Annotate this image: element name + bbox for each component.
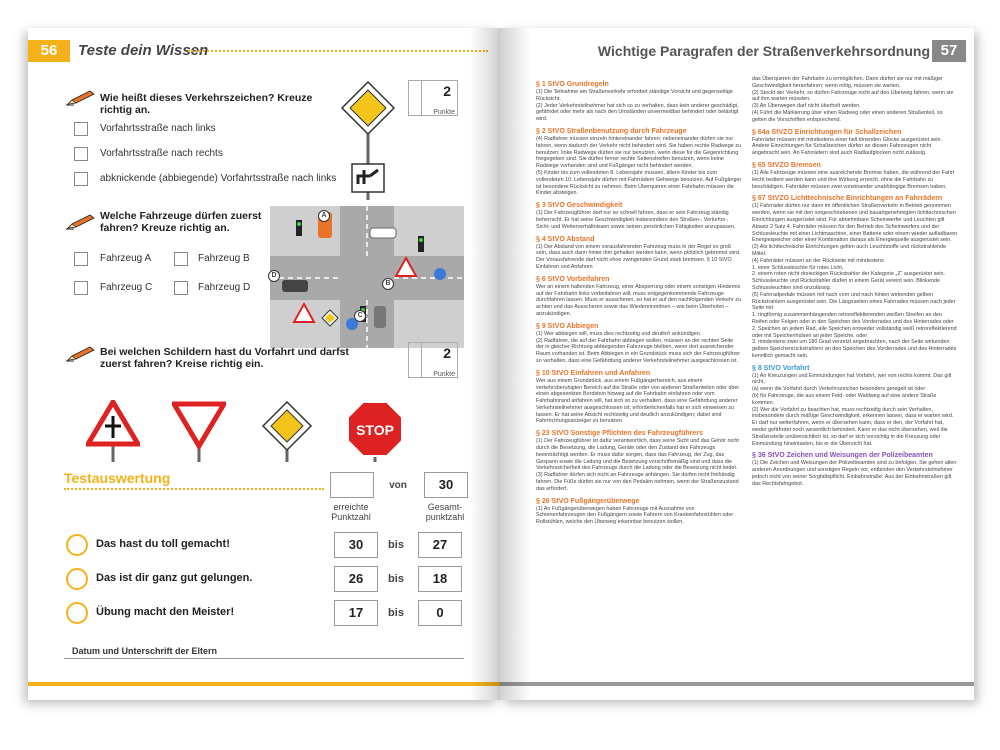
range-to-1: 27 xyxy=(418,532,462,558)
section-heading: § 36 StVO Zeichen und Weisungen der Polizeibeamten xyxy=(752,452,933,460)
section-paragraph: (2) Jeder Verkehrsteilnehmer hat sich so zu verhalten, dass kein anderer geschädigt, gefährdet oder mehr als nach den Umständen unvermeidbar behindert oder belästigt wird. xyxy=(536,102,739,123)
section-paragraph: (3) An Überwegen darf nicht überholt werden. xyxy=(752,103,861,110)
range-to-2: 18 xyxy=(418,566,462,592)
bis-label-1: bis xyxy=(388,539,404,551)
section-paragraph: (a) wenn die Vorfahrt durch Verkehrszeichen besonders geregelt ist oder xyxy=(752,386,926,393)
section-paragraph: (b) für Fahrzeuge, die aus einem Feld- oder Waldweg auf eine andere Straße kommen. xyxy=(752,393,937,406)
section-heading: § 26 StVO Fußgängerüberwege xyxy=(536,497,640,505)
section-heading: § 2 StVO Straßenbenutzung durch Fahrzeuge xyxy=(536,127,687,135)
section-heading: § 3 StVO Geschwindigkeit xyxy=(536,202,623,210)
section-heading: § 4 StVO Abstand xyxy=(536,235,595,243)
option-q1-2: Vorfahrtsstraße nach rechts xyxy=(100,148,223,159)
section-paragraph: Fahrräder müssen mit mindestens einer hell tönenden Glocke ausgerüstet sein. Andere Einrichtungen für Schallzeichen dürfen an diesen Fahrzeugen nicht angebracht sein. An Fahrrädern sind auch Radlaufglocken nicht zulässig. xyxy=(752,136,942,157)
section-heading: § 10 StVO Einfahren und Anfahren xyxy=(536,369,651,377)
priority-road-sign-icon[interactable] xyxy=(260,400,314,462)
points-value: 2 xyxy=(443,345,451,361)
page-number-right: 57 xyxy=(932,40,966,62)
section-paragraph: (2) Radfahrer, die auf der Fahrbahn abbiegen wollen, müssen an der rechten Seite der in gleicher Richtung abbiegenden Fahrzeuge bleiben, wenn dort ausreichender Raum vorhanden ist. Beim Abbiegen in ein Grundstück muss sich der Fahrzeugführer so verhalten, dass eine Gefährdung anderer Verkehrsteilnehmer ausgeschlossen ist. xyxy=(536,337,741,364)
checkbox-q2-d[interactable] xyxy=(174,281,188,295)
section-heading: § 6 StVO Vorbeifahren xyxy=(536,275,610,283)
points-label: Punkte xyxy=(433,371,455,378)
section-paragraph: Wer aus einem Grundstück, aus einem Fußgängerbereich, aus einem verkehrsberuhigten Bereich auf die Straße oder von anderen Straßenteilen oder über einen abgesenkten Bordstein hinweg auf die Fahrbahn einfahren oder vom Fahrbahnrand anfahren will, hat sich so zu verhalten, dass eine Gefährdung anderer Verkehrsteilnehmer ausgeschlossen ist; erforderlichenfalls hat er sich einweisen zu lassen. Er hat seine Absicht rechtzeitig und deutlich anzukündigen; dabei sind Fahrtrichtungsanzeiger zu benutzen. xyxy=(536,377,740,425)
section-heading: § 23 StVO Sonstige Pflichten des Fahrzeugführers xyxy=(536,430,703,438)
checkbox-q2-c[interactable] xyxy=(74,281,88,295)
points-label: Punkte xyxy=(433,109,455,116)
title-dotted-rule xyxy=(188,50,488,52)
section-paragraph: 2. Speichen an jedem Rad, alle Speichen entweder vollständig weiß retroreflektierend oder mit Speichenhülsen an jeder Speiche, oder xyxy=(752,325,957,339)
pencil-icon xyxy=(66,214,96,230)
question-1-text: Wie heißt dieses Verkehrszeichen? Kreuze richtig an. xyxy=(100,92,313,116)
points-value: 2 xyxy=(443,83,451,99)
bis-label-2: bis xyxy=(388,573,404,585)
yield-sign-icon[interactable] xyxy=(172,400,226,462)
checkbox-q1-opt1[interactable] xyxy=(74,122,88,136)
section-paragraph: (1) Die Zeichen und Weisungen der Polizeibeamten sind zu befolgen. Sie gehen allen anderen Anordnungen und sonstigen Regeln vor, entbinden den Verkehrsteilnehmer jedoch nicht von seiner Sorgfaltspflicht. Einbahnstraße: Aus der Einbahnstraßen gilt das Rechtsfahrgebot. xyxy=(752,460,957,487)
checkbox-q2-b[interactable] xyxy=(174,252,188,266)
section-heading: § 1 StVO Grundregeln xyxy=(536,81,609,88)
vehicle-tag-b: B xyxy=(382,278,394,290)
range-from-1: 30 xyxy=(334,532,378,558)
signature-label: Datum und Unterschrift der Eltern xyxy=(72,646,218,656)
result-circle-1[interactable] xyxy=(66,534,88,556)
option-q1-1: Vorfahrtsstraße nach links xyxy=(100,123,216,134)
result-text-2: Das ist dir ganz gut gelungen. xyxy=(96,572,253,584)
vehicle-tag-c: C xyxy=(354,310,366,322)
left-page xyxy=(28,28,500,700)
vehicle-tag-d: D xyxy=(268,270,280,282)
section-heading: § 8 StVO Vorfahrt xyxy=(752,364,810,372)
section-paragraph: (4) Fahrräder müssen an der Rückseite mit mindestens xyxy=(752,257,884,264)
option-q2-d: Fahrzeug D xyxy=(198,282,251,293)
left-page-header xyxy=(28,40,500,62)
footer-bar-left xyxy=(28,682,500,686)
evaluation-title: Testauswertung xyxy=(64,470,171,486)
question-3-text: Bei welchen Schildern hast du Vorfahrt und darfst zuerst fahren? Kreise richtig ein. xyxy=(100,346,349,370)
vehicle-tag-a: A xyxy=(318,210,330,222)
section-paragraph: 1. ringförmig zusammenhängenden retroreflektierenden weißen Streifen an den Reifen oder Felgen oder in den Speichen des Vorderrades und des Hinterrades oder xyxy=(752,312,954,325)
result-text-1: Das hast du toll gemacht! xyxy=(96,538,230,550)
reached-score-box[interactable] xyxy=(330,472,374,498)
left-page-title: Teste dein Wissen xyxy=(78,42,209,59)
right-page xyxy=(500,28,974,700)
result-circle-2[interactable] xyxy=(66,568,88,590)
range-to-3: 0 xyxy=(418,600,462,626)
checkbox-q2-a[interactable] xyxy=(74,252,88,266)
section-paragraph: (2) Stockt der Verkehr, so dürfen Fahrzeuge nicht auf den Überweg fahren, wenn sie auf ihm warten müssten. xyxy=(752,89,954,103)
law-column-2 xyxy=(752,76,958,488)
section-paragraph: (1) Wer abbiegen will, muss dies rechtzeitig und deutlich ankündigen. xyxy=(536,330,702,337)
section-heading: § 65 StVZO Bremsen xyxy=(752,161,821,169)
evaluation-dotted-rule xyxy=(64,488,324,490)
result-text-3: Übung macht den Meister! xyxy=(96,606,235,618)
total-score-label: Gesamt-punktzahl xyxy=(425,502,465,522)
section-paragraph: (1) Fahrräder dürfen nur dann im öffentlichen Straßenverkehr in Betrieb genommen werden, wenn sie mit den vorgeschriebenen und bauartgenehmigten lichttechnischen Einrichtungen ausgerüstet sind. Für abnehmbare Scheinwerfer und Leuchten gilt Absatz 2 Satz 4. Fahrräder müssen für den Betrieb des Scheinwerfers und der Schlussleuchte mit einer Lichtmaschine, einer Batterie oder einem wieder aufladbaren Energiespeicher oder einer Kombination daraus als Energiequelle ausgerüstet sein. xyxy=(752,203,958,244)
signature-line[interactable] xyxy=(64,658,464,659)
reached-score-label: erreichte Punktzahl xyxy=(331,502,371,522)
right-of-way-warning-sign-icon[interactable] xyxy=(86,400,140,462)
result-circle-3[interactable] xyxy=(66,602,88,624)
section-paragraph: (1) Der Abstand von einem vorausfahrenden Fahrzeug muss in der Regel so groß sein, dass auch dann hinter ihm gehalten werden kann, wenn plötzlich gebremst wird. Der Vorausfahrende darf nicht ohne zwingenden Grund stark bremsen. § 10 StVO Einfahren und Anfahren xyxy=(536,243,741,270)
section-paragraph: (1) Der Fahrzeugführer darf nur so schnell fahren, dass er sein Fahrzeug ständig beherrscht. Er hat seine Geschwindigkeit insbesondere den Straßen-, Verkehrs-, Sicht- und Wetterverhältnissen sowie seinen persönlichen Fähigkeiten anzupassen. xyxy=(536,210,736,230)
option-q2-c: Fahrzeug C xyxy=(100,282,153,293)
intersection-illustration xyxy=(270,206,464,348)
right-page-title: Wichtige Paragrafen der Straßenverkehrsordnung xyxy=(597,43,930,59)
section-paragraph: Wer an einem haltenden Fahrzeug, einer Absperrung oder einem sonstigen Hindernis auf der Fahrbahn links vorbeifahren will, muss entgegenkommende Fahrzeuge durchfahren lassen. Muss er ausscheren, so hat er auf den nachfolgenden Verkehr zu achten und das Ausscheren sowie das Wiedereinordnen – wie beim Überholen – anzukündigen. xyxy=(536,283,741,317)
checkbox-q1-opt3[interactable] xyxy=(74,172,88,186)
range-from-3: 17 xyxy=(334,600,378,626)
section-paragraph: (5) Kinder bis zum vollendeten 8. Lebensjahr müssen, ältere Kinder bis zum vollendeten 10. Lebensjahr dürfen mit Fahrrädern Gehwege benutzen. Auf Fußgänger ist besondere Rücksicht zu nehmen. Beim Überqueren einer Fahrbahn müssen die Kinder absteigen. xyxy=(536,169,742,197)
option-q2-a: Fahrzeug A xyxy=(100,253,152,264)
bis-label-3: bis xyxy=(388,607,404,619)
von-label: von xyxy=(389,480,407,491)
section-paragraph: (1) An Fußgängerüberwegen haben Fahrzeuge mit Ausnahme von Schienenfahrzeugen den Fußgängern sowie Fahrern von Krankenfahrstühlen oder Rollstühlen, welche den Überweg erkennbar benutzen wollen, xyxy=(536,505,734,526)
max-score-box: 30 xyxy=(424,472,468,498)
points-box-q3 xyxy=(408,342,458,378)
section-paragraph: (1) An Kreuzungen und Einmündungen hat Vorfahrt, wer von rechts kommt. Das gilt nicht, xyxy=(752,372,952,386)
section-paragraph: das Überqueren der Fahrbahn zu ermöglichen. Dann dürfen sie nur mit mäßiger Geschwindigkeit heranfahren; wenn nötig, müssen sie warten. xyxy=(752,76,943,89)
section-paragraph: (1) Die Teilnahme am Straßenverkehr erfordert ständige Vorsicht und gegenseitige Rücksicht. xyxy=(536,89,733,102)
priority-road-sign-with-plate-icon xyxy=(340,80,396,202)
section-paragraph: (2) Als lichttechnische Einrichtungen gelten auch Leuchtstoffe und rückstrahlende Mittel. xyxy=(752,244,947,257)
section-paragraph: (2) Wer die Vorfahrt zu beachten hat, muss rechtzeitig durch sein Verhalten, insbesondere durch mäßige Geschwindigkeit, erkennen lassen, dass er warten wird. Er darf nur weiterfahren, wenn er übersehen kann, dass er den, der Vorfahrt hat, weder gefährdet noch wesentlich behindert. Kann er das nicht übersehen, weil die Straßenstelle unübersichtlich ist, so darf er sich vorsichtig in die Kreuzung oder Einmündung hineintasten, bis er die Übersicht hat. xyxy=(752,406,954,447)
right-page-header xyxy=(500,40,974,62)
section-paragraph: (4) Führt die Markierung über einen Radweg oder einen anderen Straßenteil, so gelten die Vorschriften entsprechend. xyxy=(752,109,943,123)
question-2-text: Welche Fahrzeuge dürfen zuerst fahren? Kreuze richtig an. xyxy=(100,210,262,234)
section-paragraph: 3. mindestens zwei um 180 Grad versetzt angebrachten, nach der Seite wirkenden gelben Speichenrückstrahlern an den Speichen des Vorderrades und des Hinterrades kenntlich gemacht sein. xyxy=(752,339,957,359)
checkbox-q1-opt2[interactable] xyxy=(74,147,88,161)
section-heading: § 67 StVZO Lichttechnische Einrichtungen an Fahrrädern xyxy=(752,195,943,203)
section-paragraph: 1. einer Schlussleuchte für rotes Licht, xyxy=(752,264,844,271)
section-heading: § 64a StVZO Einrichtungen für Schallzeichen xyxy=(752,128,902,136)
option-q1-3: abknickende (abbiegende) Vorfahrtsstraße nach links xyxy=(100,173,337,184)
points-box-q1 xyxy=(408,80,458,116)
pencil-icon xyxy=(66,346,96,362)
footer-bar-right xyxy=(500,682,974,686)
stop-sign-text: STOP xyxy=(356,422,394,438)
stop-sign-icon[interactable] xyxy=(346,400,404,462)
pencil-icon xyxy=(66,90,96,106)
section-heading: § 9 StVO Abbiegen xyxy=(536,322,599,330)
range-from-2: 26 xyxy=(334,566,378,592)
law-column-1 xyxy=(536,76,742,526)
section-paragraph: (1) Der Fahrzeugführer ist dafür verantwortlich, dass seine Sicht und das Gehör nicht durch die Besetzung, die Ladung, Geräte oder den Zustand des Fahrzeugs beeinträchtigt werden. Er muss dafür sorgen, dass das Fahrzeug, der Zug, das Gespann sowie die Ladung und die Besetzung vorschriftsmäßig sind und dass die Verkehrssicherheit des Fahrzeugs durch die Ladung oder die Besetzung nicht leidet. xyxy=(536,438,739,472)
section-paragraph: (1) Alle Fahrzeuge müssen eine ausreichende Bremse haben, die während der Fahrt leicht bedient werden kann und ihre Wirkung erreicht, ohne die Fahrbahn zu beschädigen. Fahrräder müssen zwei voneinander unabhängige Bremsen haben. xyxy=(752,169,955,190)
section-paragraph: (4) Radfahrer müssen einzeln hintereinander fahren; nebeneinander dürfen sie nur fahren, wenn dadurch der Verkehr nicht behindert wird. Sie haben rechte Radwege zu benutzen; linke Radwege dürfen sie nur benutzen, wenn diese für die Gegenrichtung freigegeben sind. Sie dürfen ferner rechte Seitenstreifen benutzen, wenn keine Radwege vorhanden sind und Fußgänger nicht behindert werden. xyxy=(536,135,741,170)
page-number-left: 56 xyxy=(28,40,70,62)
option-q2-b: Fahrzeug B xyxy=(198,253,250,264)
section-paragraph: (3) Radfahrer dürfen sich nicht an Fahrzeuge anhängen. Sie dürfen nicht freihändig fahren. Die Füße dürfen sie nur von den Pedalen nehmen, wenn der Straßenzustand das erfordert. xyxy=(536,472,739,492)
section-paragraph: (5) Fahrradpedale müssen mit nach vorn und nach hinten wirkenden gelben Rückstrahlern ausgerüstet sein. Die Längsseiten eines Fahrrades müssen nach jeder Seite mit xyxy=(752,291,956,312)
section-paragraph: 2. einem roten nicht dreieckigen Rückstrahler der Kategorie „Z“ ausgerüstet sein. Schlussleuchte und Rückstrahler dürfen in einem Gerät vereint sein. Blinkende Schlussleuchten sind unzulässig. xyxy=(752,271,945,291)
